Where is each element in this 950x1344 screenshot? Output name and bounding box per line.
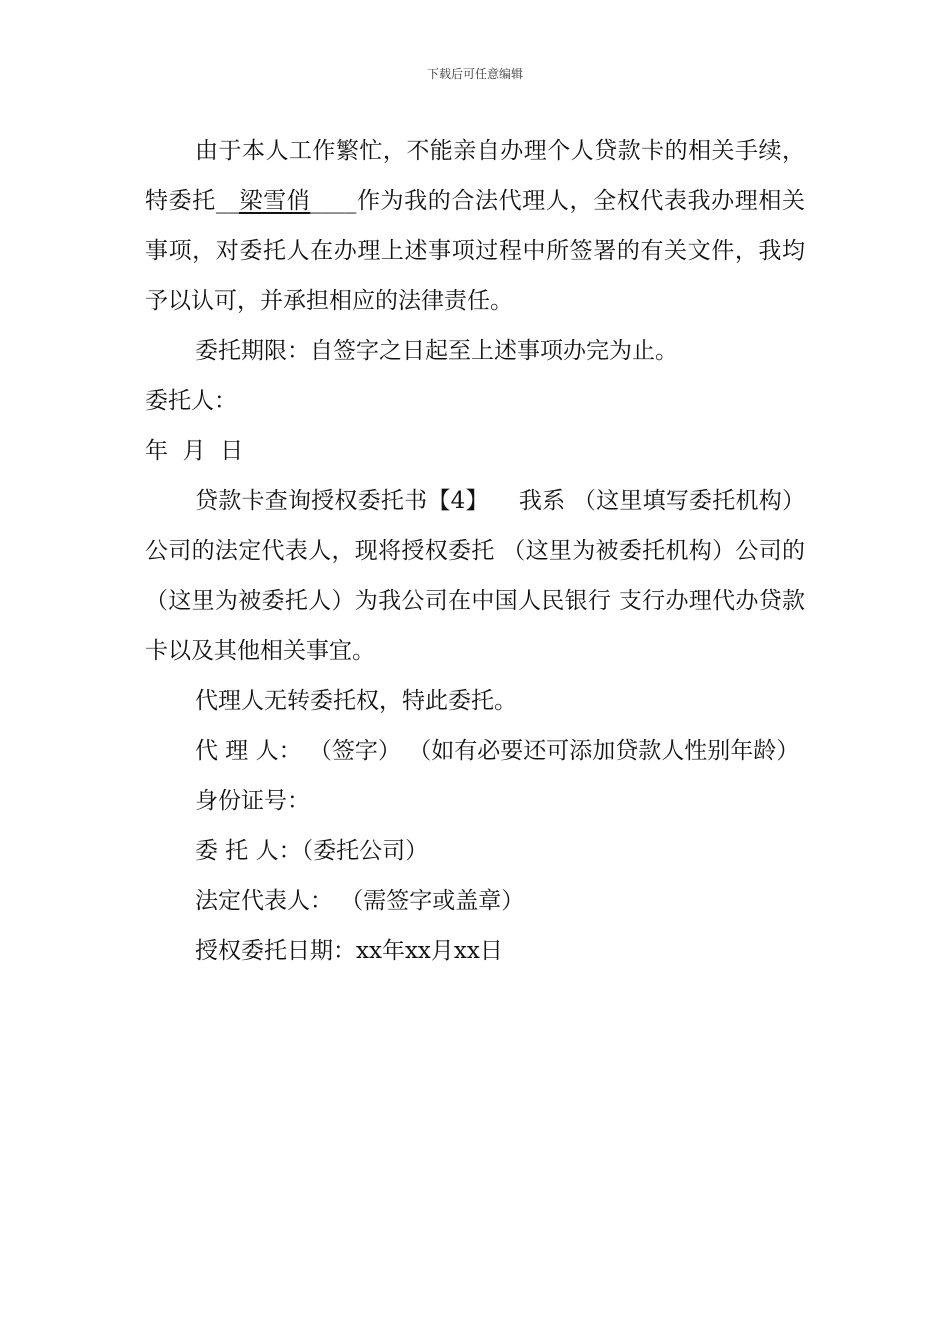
paragraph-authorization-date: 授权委托日期：xx年xx月xx日	[195, 938, 503, 964]
paragraph-id-number: 身份证号：	[195, 788, 310, 814]
paragraph-no-subdelegation: 代理人无转委托权，特此委托。	[195, 688, 517, 714]
paragraph-term: 委托期限：自签字之日起至上述事项办完为止。	[195, 338, 678, 364]
paragraph-agent-signature: 代 理 人： （签字） （如有必要还可添加贷款人性别年龄）	[195, 738, 800, 764]
page-header: 下载后可任意编辑	[426, 67, 523, 81]
agent-name: 梁雪俏	[238, 188, 311, 214]
paragraph-authorization	[145, 126, 805, 326]
paragraph-authorization-end: 作为我的合法代理人，全权代表我办理相关事项，对委托人在办理上述事项过程中所签署的有关文件，我均予以认可，并承担相应的法律责任。	[145, 188, 806, 314]
paragraph-authorization-start: 由于本人工作繁忙，不能亲自办理个人贷款卡的相关手续，特委托	[145, 138, 805, 214]
paragraph-date-line: 年 月 日	[145, 438, 244, 464]
document-body	[145, 126, 813, 976]
blank-after-agent: ____	[310, 188, 357, 214]
paragraph-legal-representative: 法定代表人： （需签字或盖章）	[195, 888, 525, 914]
paragraph-principal-company: 委 托 人：（委托公司）	[195, 838, 429, 864]
blank-before-agent: __	[215, 188, 239, 214]
paragraph-principal: 委托人：	[145, 388, 237, 414]
paragraph-loan-card-title: 贷款卡查询授权委托书【4】 我系 （这里填写委托机构）公司的法定代表人，现将授权委托 （这里为被委托机构）公司的 （这里为被委托人）为我公司在中国人民银行 支行办理代办贷款卡以及其他相关事宜。	[145, 488, 813, 664]
